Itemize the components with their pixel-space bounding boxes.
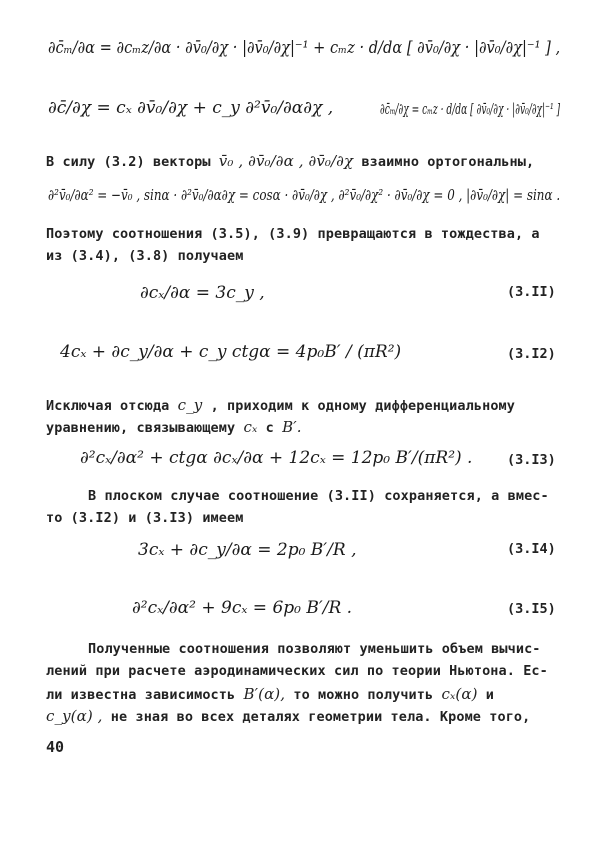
- text-line-4: [46, 396, 515, 414]
- formula-dc-dchi: ∂c̄/∂χ = cₓ ∂v̄₀/∂χ + c_y ∂²v̄₀/∂α∂χ ,: [48, 98, 334, 118]
- equation-label-3-13: (3.I3): [507, 452, 556, 468]
- paragraph-line-1: Полученные соотношения позволяют уменьшить объем вычис-: [88, 641, 541, 657]
- text-line-orthogonal-post: взаимно ортогональны,: [361, 154, 535, 170]
- equation-label-3-12: (3.I2): [507, 346, 556, 362]
- var-cx: cₓ: [243, 418, 258, 436]
- text-line-orthogonal-pre: В силу (3.2) векторы: [46, 154, 211, 170]
- paragraph-line-3-pre: ли известна зависимость: [46, 687, 236, 703]
- formula-identities: ∂²v̄₀/∂α² = −v̄₀ , sinα · ∂²v̄₀/∂α∂χ = cosα · ∂v̄₀/∂χ , ∂²v̄₀/∂χ² · ∂v̄₀/∂χ = 0 , |∂v̄₀/∂χ| = sinα .: [48, 186, 561, 204]
- equation-3-14: 3cₓ + ∂c_y/∂α = 2p₀ B′/R ,: [138, 540, 357, 560]
- text-line-3: из (3.4), (3.8) получаем: [46, 248, 244, 264]
- equation-3-15: ∂²cₓ/∂α² + 9cₓ = 6p₀ B′/R .: [132, 598, 353, 618]
- var-cy: c_y: [177, 396, 203, 414]
- page-number: 40: [46, 738, 65, 756]
- text-line-4-pre: Исключая отсюда: [46, 398, 170, 414]
- text-line-5: [46, 418, 302, 436]
- equation-3-13: ∂²cₓ/∂α² + ctgα ∂cₓ/∂α + 12cₓ = 12p₀ B′/(πR²) .: [80, 448, 473, 468]
- paragraph-line-3-mid: то можно получить: [293, 687, 434, 703]
- equation-3-11: ∂cₓ/∂α = 3c_y ,: [140, 283, 265, 303]
- text-line-7: то (3.I2) и (3.I3) имеем: [46, 510, 244, 526]
- var-b-prime-alpha: B′(α),: [243, 685, 286, 703]
- var-cx-alpha: cₓ(α): [441, 685, 478, 703]
- formula-dcm-dalpha: ∂c̄ₘ/∂α = ∂cₘz/∂α · ∂v̄₀/∂χ · |∂v̄₀/∂χ|⁻¹ + cₘz · d/dα [ ∂v̄₀/∂χ · |∂v̄₀/∂χ|⁻¹ ] ,: [48, 38, 561, 58]
- paragraph-line-3-post: и: [485, 687, 494, 703]
- text-line-orthogonal: [46, 152, 534, 170]
- formula-dcm-dchi: ∂c̄ₘ/∂χ = cₘz · d/dα [ ∂v̄₀/∂χ · |∂v̄₀/∂χ|⁻¹ ]: [380, 100, 561, 118]
- paragraph-line-2: лений при расчете аэродинамических сил по теории Ньютона. Ес-: [46, 663, 548, 679]
- paragraph-line-4: [46, 707, 530, 725]
- equation-label-3-14: (3.I4): [507, 541, 556, 557]
- text-line-4-post: , приходим к одному дифференциальному: [210, 398, 516, 414]
- equation-3-12: 4cₓ + ∂c_y/∂α + c_y ctgα = 4p₀B′ / (πR²): [60, 342, 402, 362]
- var-cy-alpha: c_y(α) ,: [46, 707, 103, 725]
- text-line-5-pre: уравнению, связывающему: [46, 420, 236, 436]
- paragraph-line-4-post: не зная во всех деталях геометрии тела. Кроме того,: [110, 709, 531, 725]
- var-b-prime: B′.: [282, 418, 302, 436]
- text-line-6: В плоском случае соотношение (3.II) сохраняется, а вмес-: [88, 488, 549, 504]
- text-line-2: Поэтому соотношения (3.5), (3.9) превращаются в тождества, а: [46, 226, 540, 242]
- paragraph-line-3: [46, 685, 494, 703]
- equation-label-3-11: (3.II): [507, 284, 556, 300]
- equation-label-3-15: (3.I5): [507, 601, 556, 617]
- text-line-5-mid: с: [265, 420, 274, 436]
- vector-list: v̄₀ , ∂v̄₀/∂α , ∂v̄₀/∂χ: [218, 152, 354, 170]
